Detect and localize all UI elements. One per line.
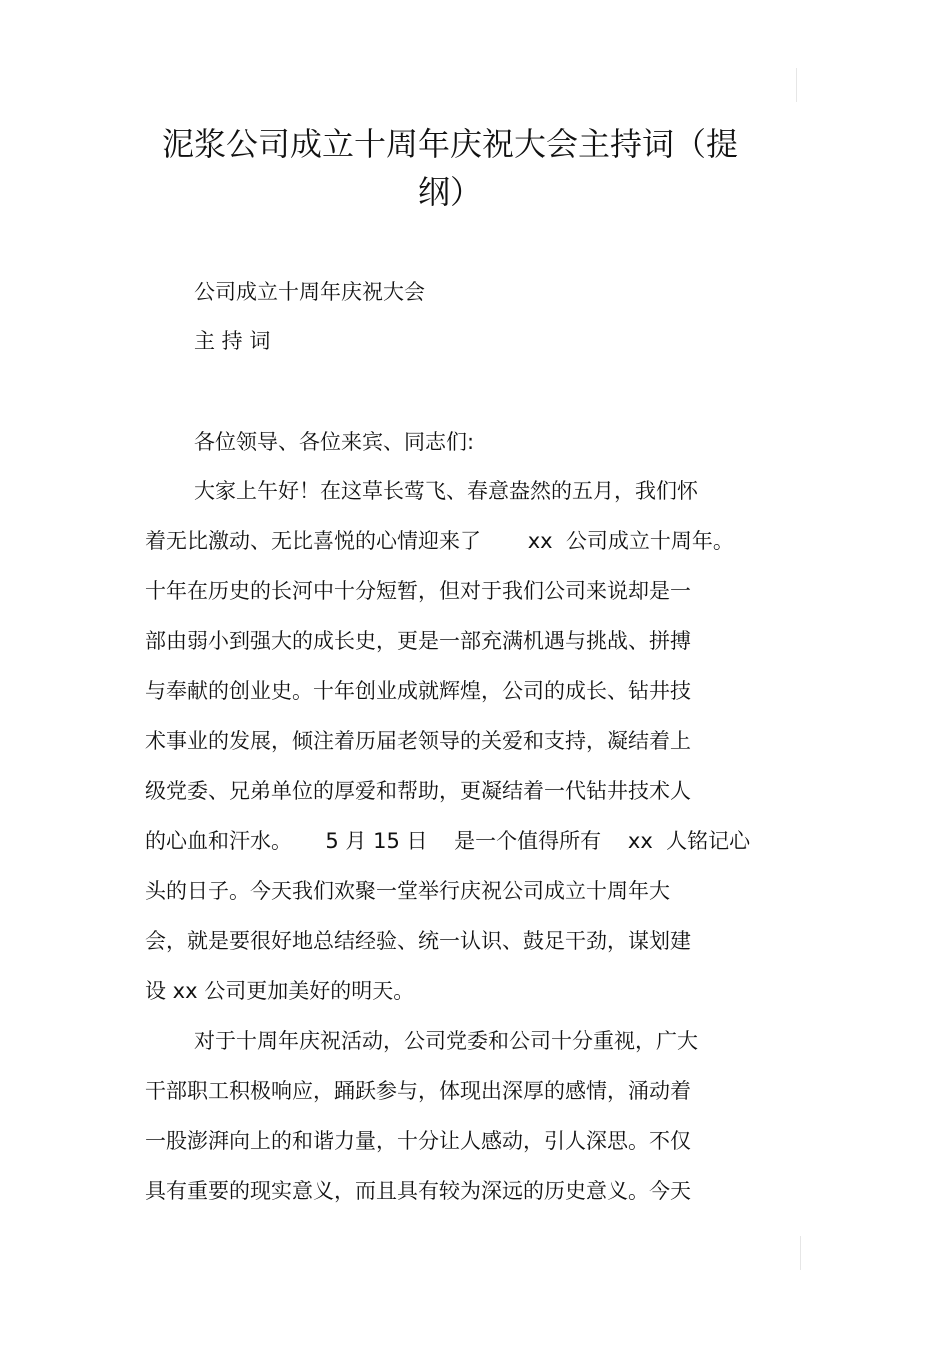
paragraph-line: 干部职工积极响应，踊跃参与，体现出深厚的感情，涌动着 — [145, 1079, 691, 1103]
paragraph-line: 大家上午好！在这草长莺飞、春意盎然的五月，我们怀 — [194, 479, 698, 503]
paragraph-line: 的心血和汗水。 5 月 15 日 是一个值得所有 xx 人铭记心 — [145, 829, 751, 853]
paragraph-line: 具有重要的现实意义，而且具有较为深远的历史意义。今天 — [145, 1179, 691, 1203]
page-edge-mark-bottom — [800, 1236, 801, 1270]
subtitle: 公司成立十周年庆祝大会 — [194, 280, 425, 304]
paragraph-line: 与奉献的创业史。十年创业成就辉煌，公司的成长、钻井技 — [145, 679, 691, 703]
paragraph-line: 术事业的发展，倾注着历届老领导的关爱和支持，凝结着上 — [145, 729, 691, 753]
paragraph-line: 一股澎湃向上的和谐力量，十分让人感动，引人深思。不仅 — [145, 1129, 691, 1153]
document-title-line-1: 泥浆公司成立十周年庆祝大会主持词（提 — [161, 125, 738, 163]
paragraph-line: 着无比激动、无比喜悦的心情迎来了 xx 公司成立十周年。 — [145, 529, 734, 553]
paragraph-line: 对于十周年庆祝活动，公司党委和公司十分重视，广大 — [194, 1029, 698, 1053]
subtitle-host-speech: 主 持 词 — [194, 329, 271, 353]
paragraph-line: 十年在历史的长河中十分短暂，但对于我们公司来说却是一 — [145, 579, 691, 603]
paragraph-line: 会，就是要很好地总结经验、统一认识、鼓足干劲，谋划建 — [145, 929, 691, 953]
paragraph-line: 头的日子。今天我们欢聚一堂举行庆祝公司成立十周年大 — [145, 879, 670, 903]
paragraph-line: 级党委、兄弟单位的厚爱和帮助，更凝结着一代钻井技术人 — [145, 779, 691, 803]
page-edge-mark-top — [796, 68, 797, 102]
paragraph-line: 部由弱小到强大的成长史，更是一部充满机遇与挑战、拼搏 — [145, 629, 691, 653]
paragraph-line: 各位领导、各位来宾、同志们: — [194, 430, 475, 454]
document-title-line-2: 纲） — [417, 173, 482, 211]
paragraph-line: 设 xx 公司更加美好的明天。 — [145, 979, 415, 1003]
